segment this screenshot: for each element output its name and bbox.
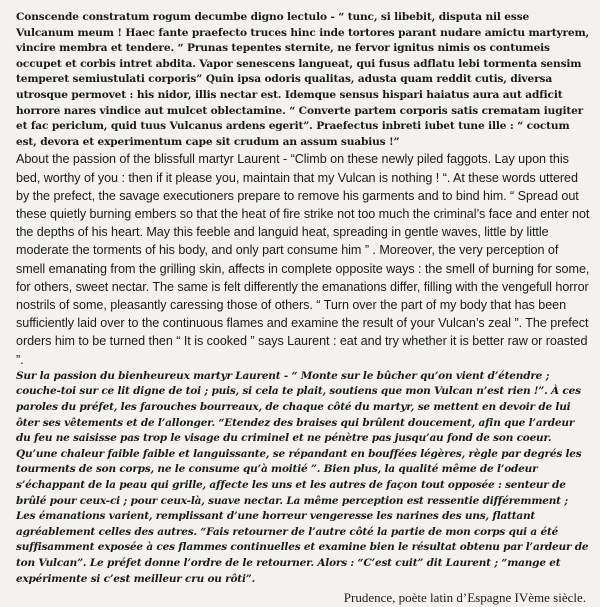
latin-passage: Conscende constratum rogum decumbe digno lectulo - “ tunc, si libebit, disputa nil esse Vulcanum meum ! Haec fante praefecto truces hinc inde tortores parant nudare amictu martyrem, vincire membra et tendere. “ Prunas tepentes sternite, ne fervor ignitus nimis os contumeis occupet et corbis intret abdita. Vapor senescens langueat, qui fusus adflatu lebi tormenta sensim temperet semiustulati corporis” Quin ipsa odoris qualitas, adusta quam reddit cutis, diversa utrosque permovet : his nidor, illis nectar est. Idemque sensus hispari haiatus aura aut adficit horrore nares vindice aut mulcet oblectamine. “ Converte partem corporis satis crematam iugiter et fac periclum, quid tuus Vulcanus ardens egerit”. Praefectus inbreti iubet tune ille : “ coctum est, devora et experimentum cape sit crudum an assum suabius !” (16, 11, 590, 148)
english-passage: About the passion of the blissfull martyr Laurent - “Climb on these newly piled faggots. Lay upon this bed, worthy of you : then if it please you, maintain that my Vulcan is nothing ! “. At these words uttered by the prefect, the savage executioners prepare to remove his garments and to bind him. “ Spread out these quietly burning embers so that the heat of fire strike not too much the criminal’s face and enter not the depths of his heart. May this feeble and languid heat, spreading in gentle waves, little by little moderate the torments of his body, and only part consume him ” . Moreover, the very perception of smell emanating from the grilling skin, affects in complete opposite ways : the smell of burning for some, for others, sweet nectar. The same is felt differently the emanations differ, filling with the vengefull horror nostrils of some, pleasantly caressing those of others. “ Turn over the part of my body that has been sufficiently laid over to the continuous flames and examine the result of your Vulcan’s zeal ”. The prefect orders him to be turned then “ It is cooked ” says Laurent : eat and try whether it is better raw or roasted ”. (16, 152, 590, 367)
attribution: Prudence, poète latin d’Espagne IVème siècle. (343, 590, 586, 606)
french-passage: Sur la passion du bienheureux martyr Laurent - “ Monte sur le bûcher qu’on vient d’étendre ; couche-toi sur ce lit digne de toi ; puis, si cela te plait, soutiens que mon Vulcan n’est rien !”. À ces paroles du préfet, les farouches bourreaux, de chaque côté du martyr, se mettent en devoir de lui ôter ses vêtements et de l’allonger. “Etendez des braises qui brûlent doucement, afin que l’ardeur du feu ne saisisse pas trop le visage du criminel et ne pénètre pas jusqu’au fond de son coeur. Qu’une chaleur faible faible et languissante, se répandant en bouffées légères, règle par degrés les tourments de son corps, ne le consume qu’à moitié ”. Bien plus, la qualité même de l’odeur s’échappant de la peau qui grille, affecte les uns et les autres de façon tout opposée : senteur de brûlé pour ceux-ci ; pour ceux-là, suave nectar. La même perception est ressentie différemment ; Les émanations varient, remplissant d’une horreur vengeresse les narines des uns, flattant agréablement celles des autres. “Fais retourner de l’autre côté la partie de mon corps qui a été suffisamment exposée à ces flammes continuelles et examine bien le résultat obtenu par l’ardeur de ton Vulcan”. Le préfet donne l’ordre de le retourner. Alors : “C’est cuit” dit Laurent ; “mange et expérimente si c’est meilleur cru ou rôti”. (16, 369, 589, 585)
text-page (16, 10, 590, 607)
